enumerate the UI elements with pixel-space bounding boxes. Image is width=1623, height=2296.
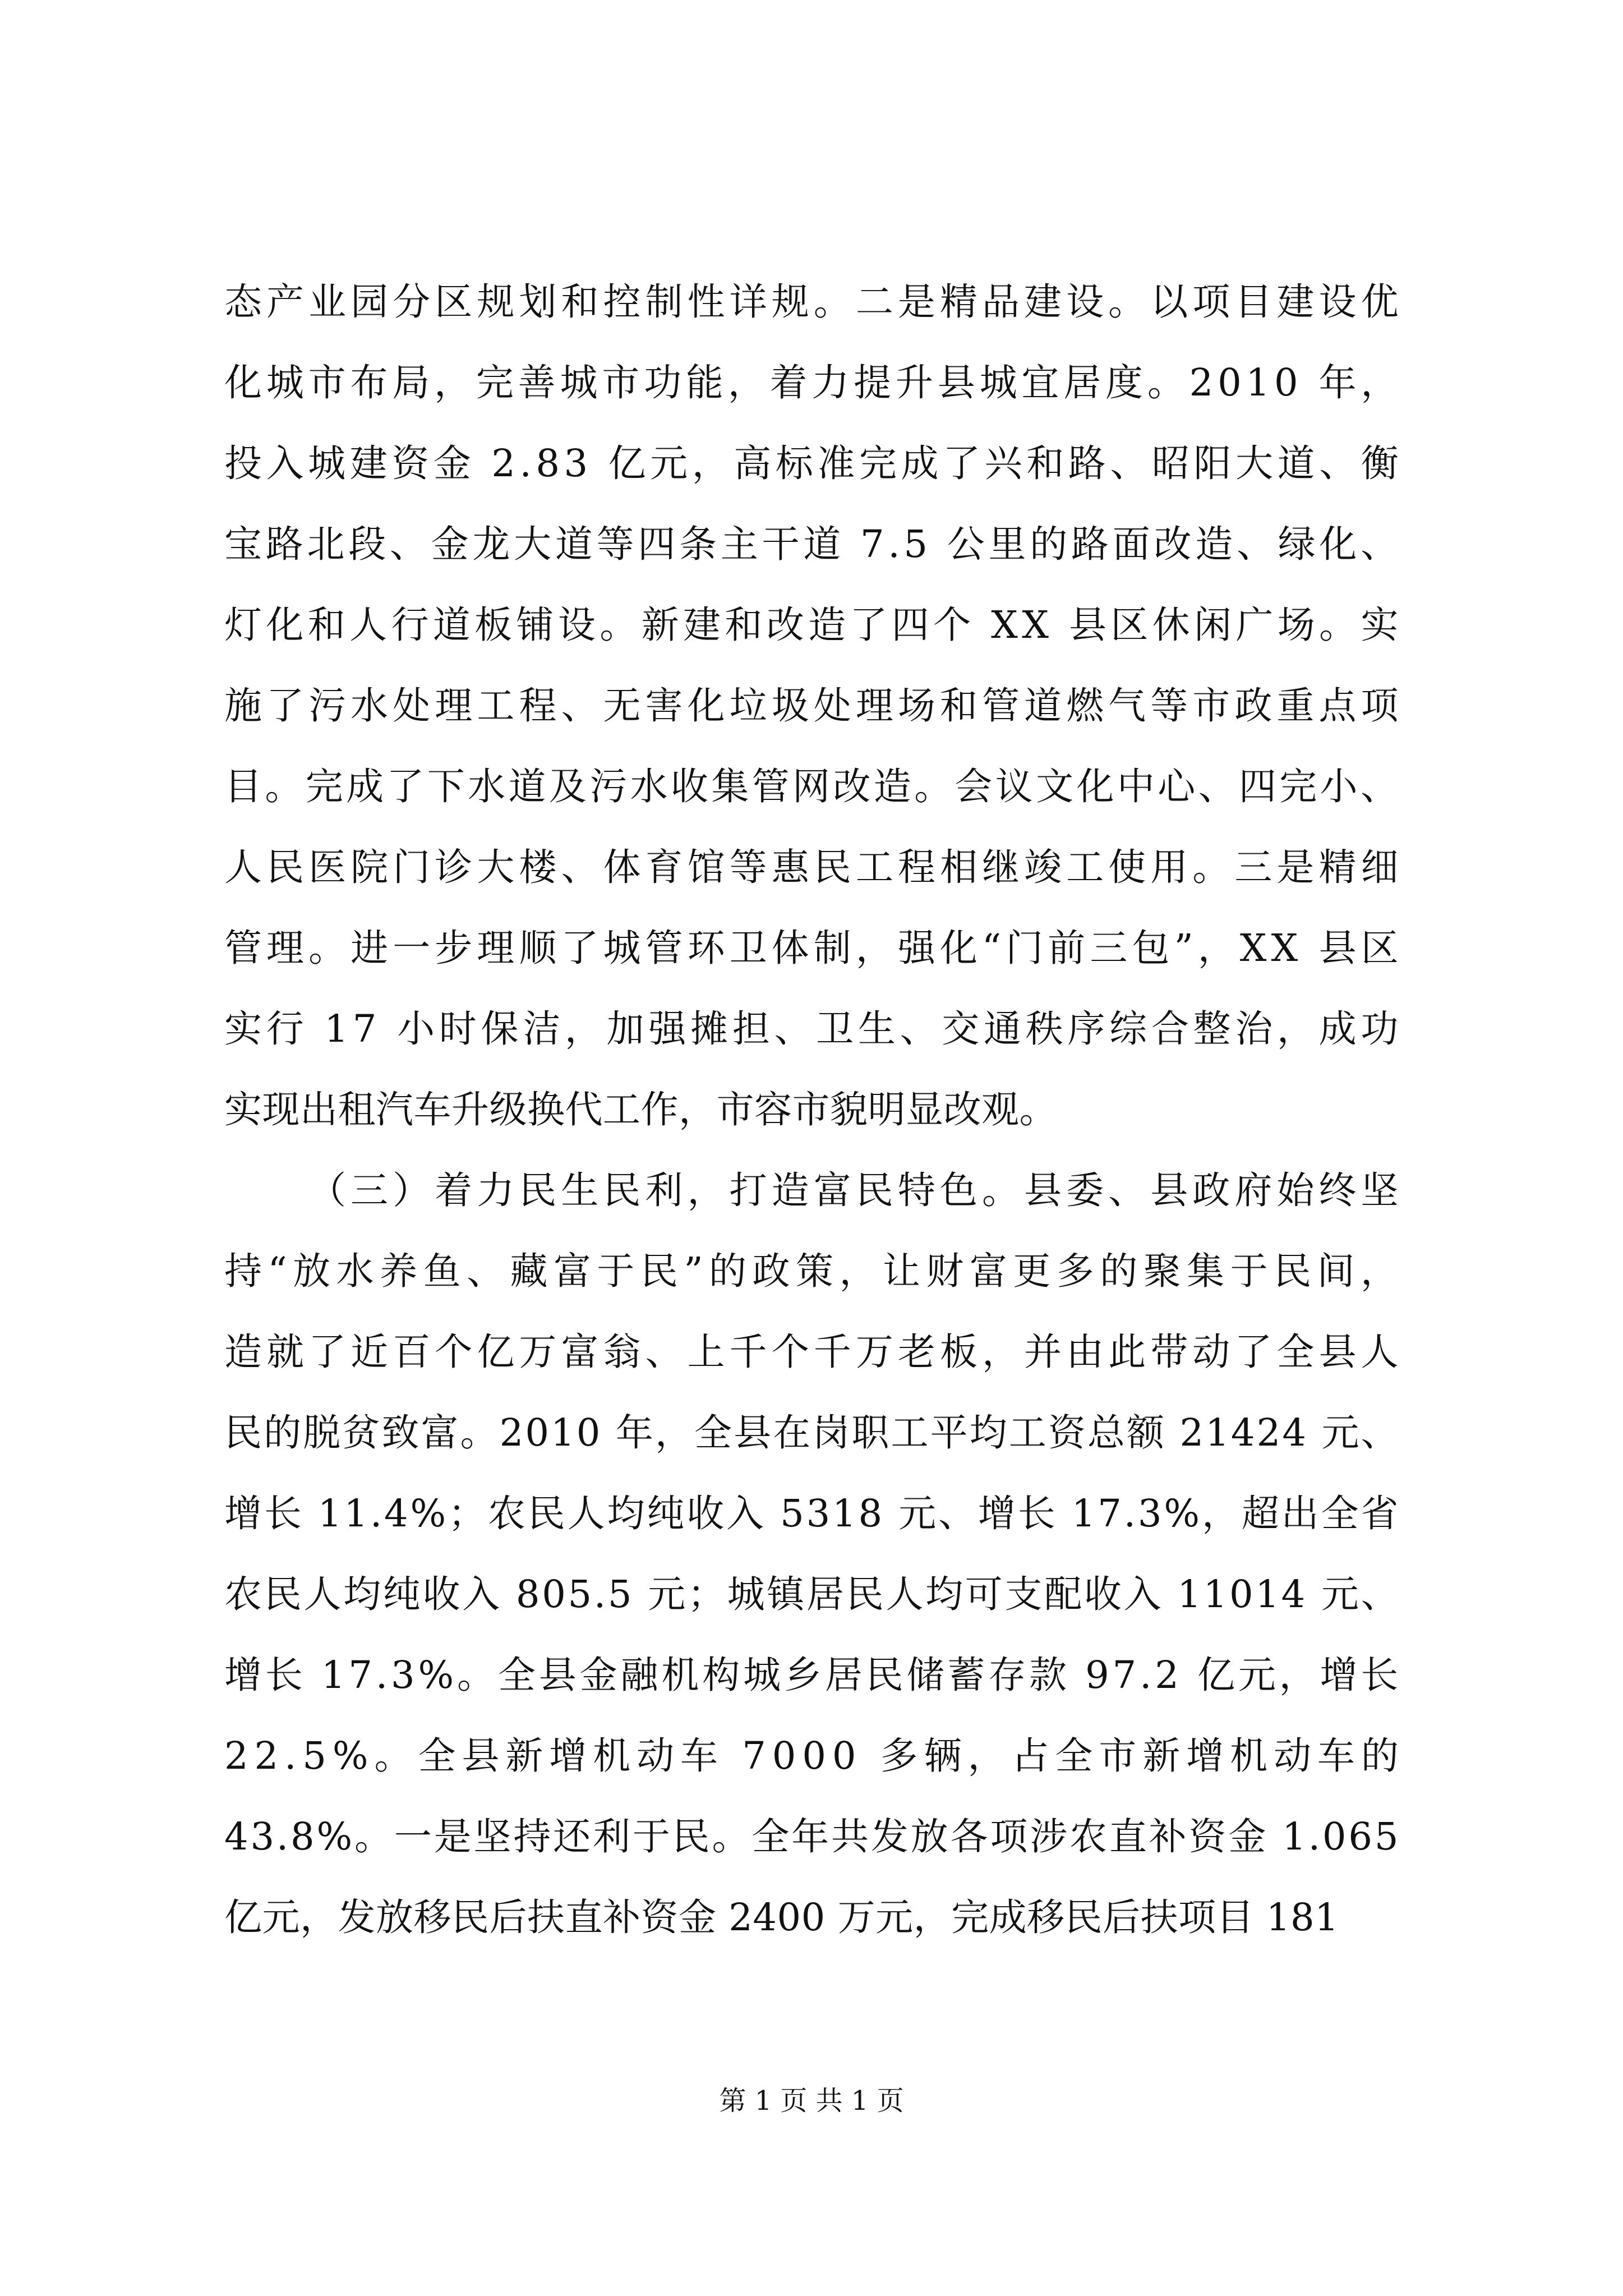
page-number-footer: 第 1 页 共 1 页	[719, 2085, 904, 2116]
body-text-line: 亿元，发放移民后扶直补资金 2400 万元，完成移民后扶项目 181	[224, 1895, 1339, 1939]
body-text-line: 农民人均纯收入 805.5 元；城镇居民人均可支配收入 11014 元、	[224, 1572, 1401, 1616]
body-text-line: 民的脱贫致富。2010 年，全县在岗职工平均工资总额 21424 元、	[224, 1411, 1400, 1455]
section-heading-line: （三）着力民生民利，打造富民特色。县委、县政府始终坚	[308, 1168, 1403, 1212]
body-text-line: 宝路北段、金龙大道等四条主干道 7.5 公里的路面改造、绿化、	[224, 522, 1402, 566]
body-text-line: 22.5%。全县新增机动车 7000 多辆，占全市新增机动车的	[224, 1734, 1405, 1778]
body-text-line: 实行 17 小时保洁，加强摊担、卫生、交通秩序综合整治，成功	[224, 1007, 1403, 1051]
body-text-line: 43.8%。一是坚持还利于民。全年共发放各项涉农直补资金 1.065	[224, 1815, 1401, 1858]
body-text-line: 人民医院门诊大楼、体育馆等惠民工程相继竣工使用。三是精细	[224, 845, 1403, 889]
body-text-line: 投入城建资金 2.83 亿元，高标准完成了兴和路、昭阳大道、衡	[224, 441, 1403, 485]
body-text-line: 持“放水养鱼、藏富于民”的政策，让财富更多的聚集于民间，	[224, 1249, 1404, 1293]
body-text-line: 管理。进一步理顺了城管环卫体制，强化“门前三包”，XX 县区	[224, 926, 1403, 970]
body-text-line: 态产业园分区规划和控制性详规。二是精品建设。以项目建设优	[224, 280, 1403, 324]
body-text-line: 造就了近百个亿万富翁、上千个千万老板，并由此带动了全县人	[224, 1330, 1403, 1374]
body-text-line: 施了污水处理工程、无害化垃圾处理场和管道燃气等市政重点项	[224, 684, 1403, 728]
body-text-line: 实现出租汽车升级换代工作，市容市貌明显改观。	[224, 1088, 1057, 1131]
body-text-line: 目。完成了下水道及污水收集管网改造。会议文化中心、四完小、	[224, 765, 1401, 808]
body-text-line: 增长 11.4%；农民人均纯收入 5318 元、增长 17.3%，超出全省	[224, 1492, 1401, 1535]
body-text-line: 增长 17.3%。全县金融机构城乡居民储蓄存款 97.2 亿元，增长	[224, 1653, 1402, 1697]
body-text-line: 灯化和人行道板铺设。新建和改造了四个 XX 县区休闲广场。实	[224, 603, 1403, 647]
body-text-line: 化城市布局，完善城市功能，着力提升县城宜居度。2010 年，	[224, 361, 1403, 404]
